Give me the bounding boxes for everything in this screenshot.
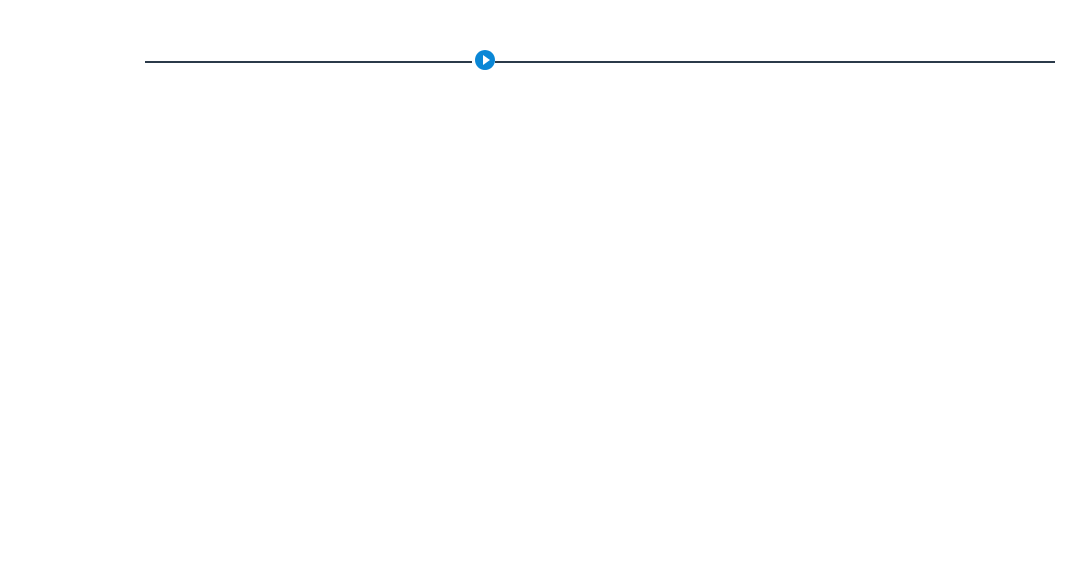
play-arrow-icon <box>475 50 495 70</box>
left-section-rule <box>145 61 472 63</box>
right-section-rule <box>495 61 1055 63</box>
